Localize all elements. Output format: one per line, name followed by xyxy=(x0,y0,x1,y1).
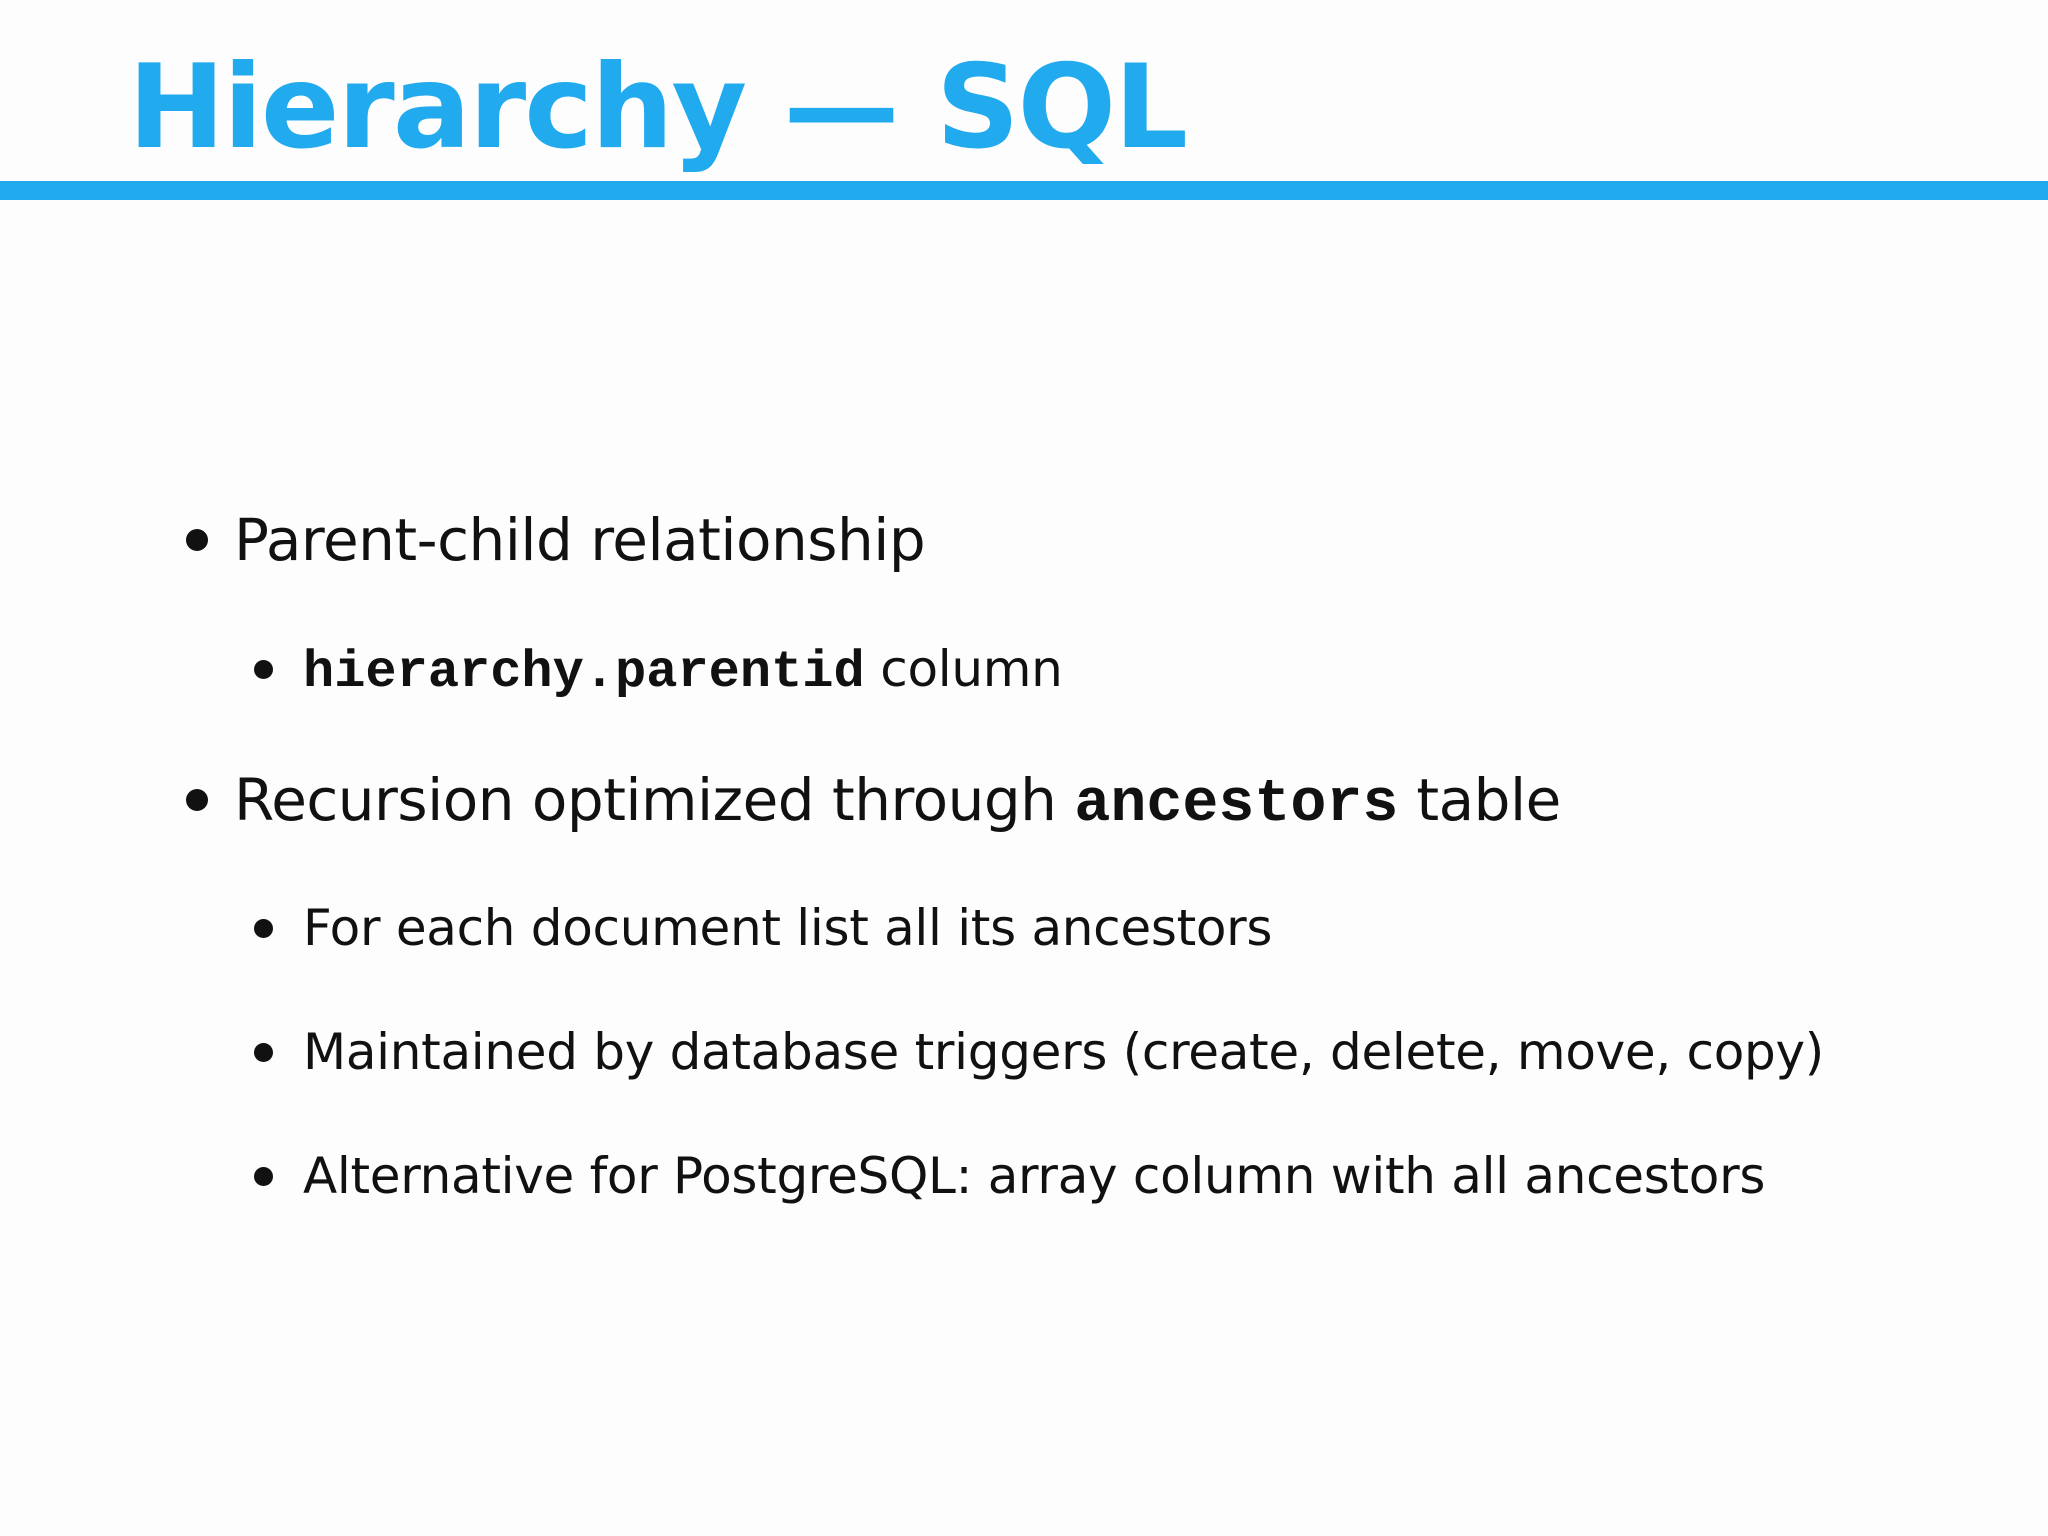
bullet-dot xyxy=(254,919,273,938)
bullet-text: Alternative for PostgreSQL: array column with all ancestors xyxy=(303,1147,1766,1205)
bullet-text: For each document list all its ancestors xyxy=(303,899,1273,957)
bullet-triggers xyxy=(303,1021,1824,1083)
bullet-postgresql xyxy=(303,1145,1765,1207)
bullet-dot xyxy=(254,1167,273,1186)
bullet-text: Parent-child relationship xyxy=(234,506,926,574)
bullet-text: column xyxy=(864,640,1063,698)
bullet-dot xyxy=(186,529,208,551)
bullet-text: table xyxy=(1398,766,1561,834)
bullet-dot xyxy=(254,660,273,679)
bullet-parent-child xyxy=(234,505,925,575)
bullet-text: Recursion optimized through xyxy=(234,766,1075,834)
title-underline xyxy=(0,181,2048,200)
bullet-each-document xyxy=(303,897,1272,959)
bullet-text: Maintained by database triggers (create, delete, move, copy) xyxy=(303,1023,1824,1081)
code-ancestors: ancestors xyxy=(1074,771,1399,839)
code-parentid: hierarchy.parentid xyxy=(303,643,865,702)
bullet-recursion xyxy=(234,765,1561,840)
bullet-parentid-column xyxy=(303,638,1063,704)
bullet-dot xyxy=(186,789,208,811)
slide-title: Hierarchy — SQL xyxy=(128,40,1187,175)
bullet-dot xyxy=(254,1043,273,1062)
